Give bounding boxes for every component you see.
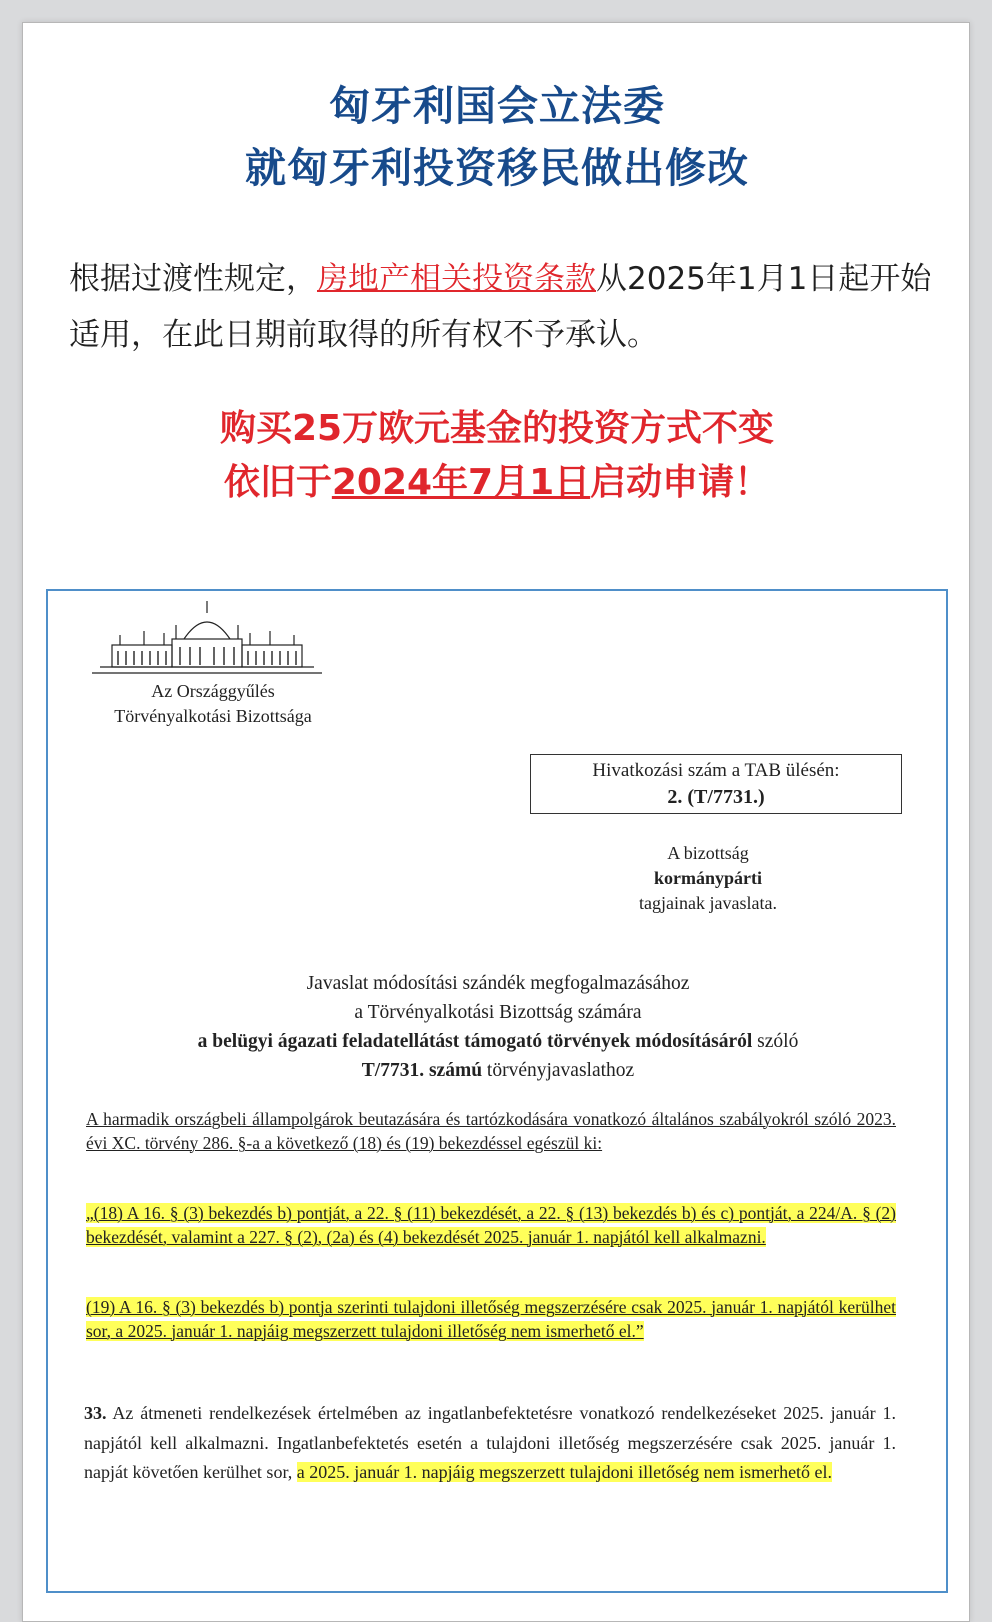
paragraph-33-number: 33. xyxy=(84,1403,107,1423)
proposal-line3-bold: a belügyi ágazati feladatellátást támogató törvények módosításáról xyxy=(197,1031,753,1052)
notice-date: 2024年7月1日 xyxy=(331,462,591,503)
intro-text-before: 根据过渡性规定， xyxy=(69,261,317,297)
proposer-line1: A bizottság xyxy=(667,843,749,863)
legal-document-frame xyxy=(46,589,948,1593)
page-title-line2: 就匈牙利投资移民做出修改 xyxy=(245,144,749,192)
intro-text-after: 从2025年1月1日起开始适用，在此日期前取得的所有权不予承认。 xyxy=(69,261,932,353)
intro-highlight: 房地产相关投资条款 xyxy=(317,261,596,297)
proposal-line3-rest: szóló xyxy=(752,1031,799,1052)
notice-line2-before: 依旧于 xyxy=(223,462,332,503)
proposal-line4-bold: T/7731. számú xyxy=(361,1060,483,1081)
clause-19 xyxy=(86,1295,896,1343)
committee-name xyxy=(78,679,348,729)
reference-number-box xyxy=(530,754,902,814)
poster-sheet xyxy=(22,22,970,1622)
reference-label: Hivatkozási szám a TAB ülésén: xyxy=(592,760,840,781)
clause-18 xyxy=(86,1201,896,1249)
paragraph-33-text: Az átmeneti rendelkezések értelmében az ingatlanbefektetésre vonatkozó rendelkezéseket 2025. január 1. napjától kell alkalmazni. Ingatlanbefektetés esetén a tulajdoni illetőség megszerzésére csak 2025. január 1. napját követően kerülhet sor, xyxy=(84,1403,896,1482)
proposer-note xyxy=(588,841,828,916)
clause-intro: A harmadik országbeli állampolgárok beutazására és tartózkodására vonatkozó általános szabályokról szóló 2023. évi XC. törvény 286. §-a a következő (18) és (19) bekezdéssel egészül ki: xyxy=(86,1109,896,1153)
proposal-line1: Javaslat módosítási szándék megfogalmazásához xyxy=(306,973,690,994)
proposal-line4-rest: törvényjavaslathoz xyxy=(482,1060,635,1081)
proposal-line3 xyxy=(78,1027,918,1056)
proposal-line4 xyxy=(78,1056,918,1085)
proposal-line2: a Törvényalkotási Bizottság számára xyxy=(354,1002,642,1023)
page-title-line1: 匈牙利国会立法委 xyxy=(329,82,665,130)
proposer-line2: kormánypárti xyxy=(654,868,762,888)
notice-line1: 购买25万欧元基金的投资方式不变 xyxy=(219,408,775,449)
proposal-title xyxy=(78,969,918,1085)
paragraph-33 xyxy=(84,1399,896,1488)
notice-line2-after: 启动申请！ xyxy=(590,462,771,503)
notice-line2 xyxy=(23,455,971,511)
proposer-line3: tagjainak javaslata. xyxy=(639,893,777,913)
paragraph-33-highlight: a 2025. január 1. napjáig megszerzett tulajdoni illetőség nem ismerhető el. xyxy=(296,1462,833,1482)
intro-paragraph xyxy=(69,251,939,363)
clause-18-text: „(18) A 16. § (3) bekezdés b) pontját, a 22. § (11) bekezdését, a 22. § (13) bekezdés b) és c) pontját, a 224/A. § (2) bekezdését, valamint a 227. § (2), (2a) és (4) bekezdését 2025. január 1. napjától kell alkalmazni. xyxy=(86,1203,896,1247)
parliament-building-logo xyxy=(92,601,322,679)
committee-name-line2: Törvényalkotási Bizottsága xyxy=(114,706,312,726)
committee-name-line1: Az Országgyűlés xyxy=(151,681,275,701)
clause-19-text: (19) A 16. § (3) bekezdés b) pontja szerinti tulajdoni illetőség megszerzésére csak 2025. január 1. napjától kerülhet sor, a 2025. január 1. napjáig megszerzett tulajdoni illetőség nem ismerhető el.” xyxy=(86,1297,896,1341)
reference-number: 2. (T/7731.) xyxy=(667,786,765,808)
